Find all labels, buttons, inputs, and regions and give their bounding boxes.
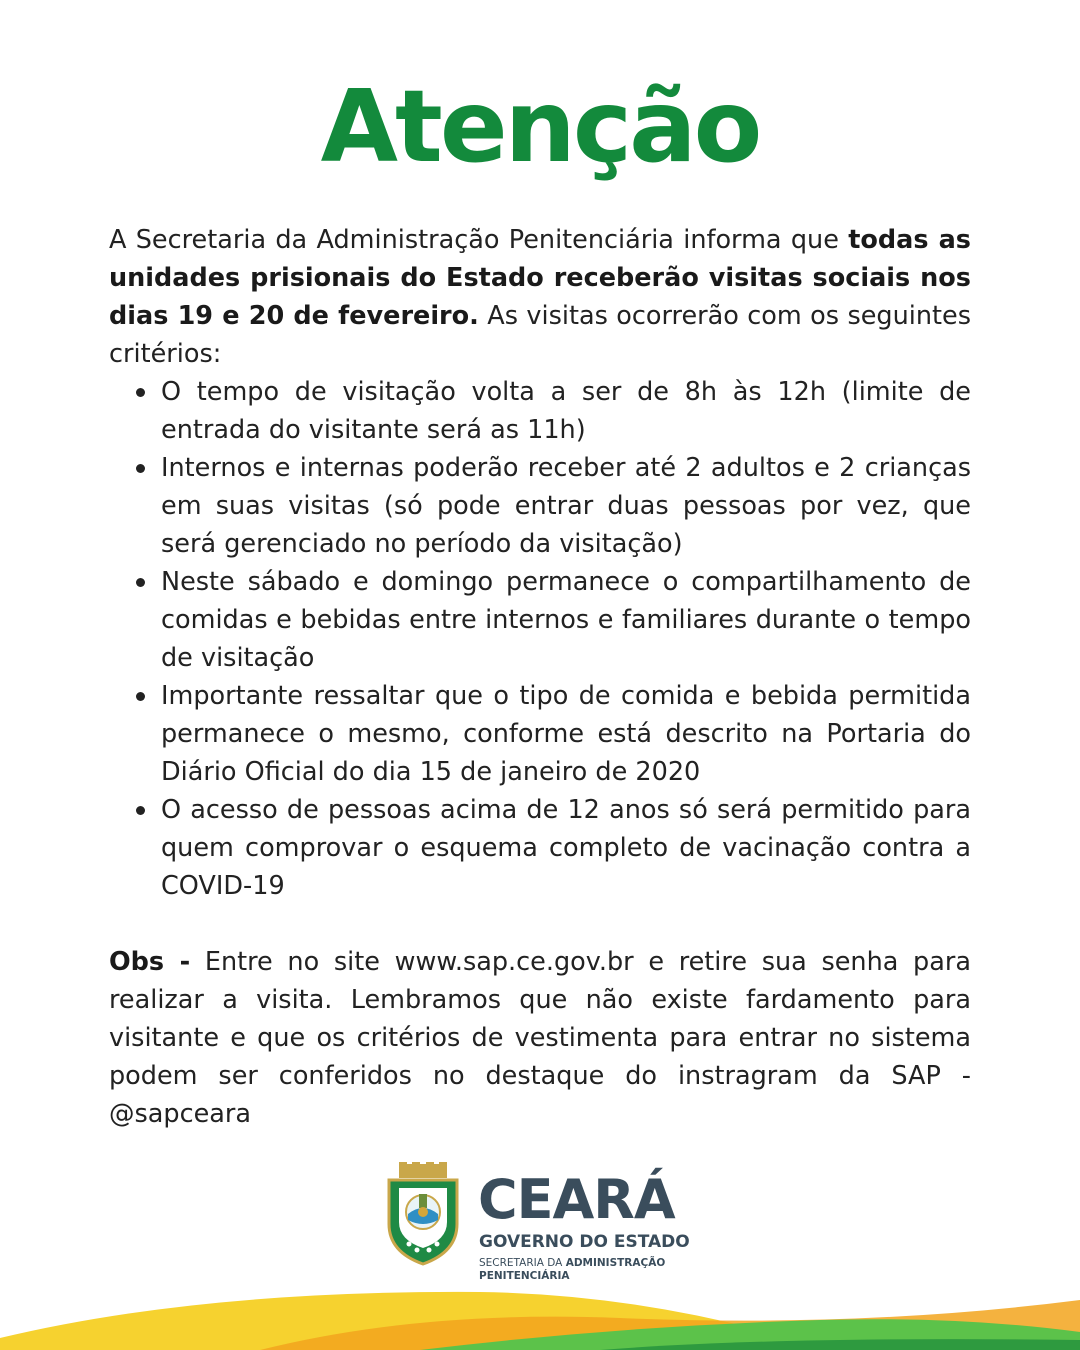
decorative-waves	[0, 1270, 1080, 1350]
obs-text: Entre no site www.sap.ce.gov.br e retire sua senha para realizar a visita. Lembramos que não existe fardamento para visitante e que os critérios de vestimenta para entrar no sistema podem ser conferidos no destaque do instragram da SAP - @sapceara	[109, 947, 971, 1129]
page-title: Atenção	[320, 68, 760, 185]
list-item	[109, 677, 971, 791]
obs-paragraph	[109, 943, 971, 1133]
intro-paragraph	[109, 221, 971, 373]
intro-text: A Secretaria da Administração Penitenciária informa que	[109, 225, 849, 255]
bullet-icon	[136, 692, 145, 701]
logo-subtitle: GOVERNO DO ESTADO	[479, 1232, 690, 1252]
list-item	[109, 373, 971, 449]
dept-prefix: SECRETARIA DA	[479, 1257, 566, 1269]
announcement-body	[109, 221, 971, 1133]
dept-bold: ADMINISTRAÇÃO	[565, 1257, 666, 1269]
intro-highlight: todas as unidades prisionais do Estado receberão visitas sociais nos dias 19 e 20 de fevereiro.	[109, 225, 971, 331]
criteria-text: Neste sábado e domingo permanece o compartilhamento de comidas e bebidas entre internos e familiares durante o tempo de visitação	[161, 567, 971, 673]
coat-of-arms-icon	[385, 1162, 461, 1266]
list-item	[109, 791, 971, 905]
criteria-text: O acesso de pessoas acima de 12 anos só será permitido para quem comprovar o esquema completo de vacinação contra a COVID-19	[161, 795, 971, 901]
dept-line2: PENITENCIÁRIA	[479, 1270, 570, 1282]
bullet-icon	[136, 388, 145, 397]
bullet-icon	[136, 806, 145, 815]
logo-brand: CEARÁ	[478, 1168, 675, 1231]
obs-label: Obs -	[109, 947, 191, 977]
intro-text-end: As visitas ocorrerão com os seguintes critérios:	[109, 301, 972, 369]
criteria-list	[109, 373, 971, 905]
criteria-text: Importante ressaltar que o tipo de comida e bebida permitida permanece o mesmo, conforme está descrito na Portaria do Diário Oficial do dia 15 de janeiro de 2020	[161, 681, 971, 787]
criteria-text: Internos e internas poderão receber até 2 adultos e 2 crianças em suas visitas (só pode entrar duas pessoas por vez, que será gerenciado no período da visitação)	[161, 453, 971, 559]
list-item	[109, 449, 971, 563]
bullet-icon	[136, 464, 145, 473]
bullet-icon	[136, 578, 145, 587]
list-item	[109, 563, 971, 677]
criteria-text: O tempo de visitação volta a ser de 8h às 12h (limite de entrada do visitante será as 11h)	[161, 377, 971, 445]
